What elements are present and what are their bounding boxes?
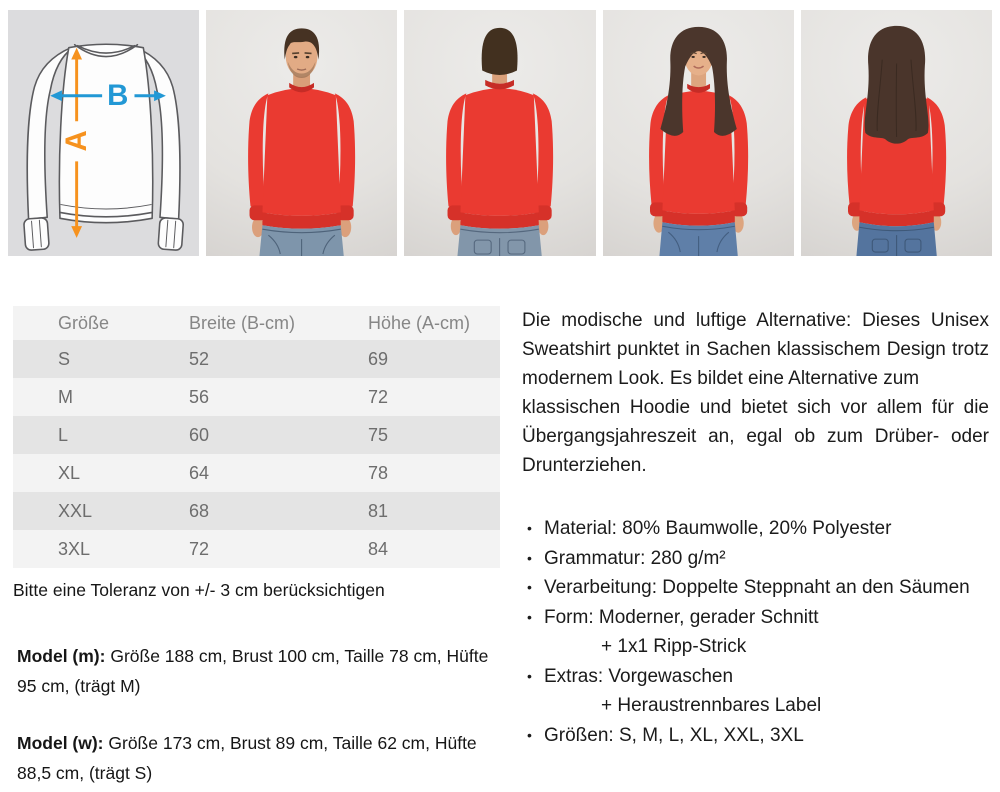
feature-text: Extras: Vorgewaschen xyxy=(544,665,734,687)
cell-hoehe: 75 xyxy=(367,416,500,454)
bullet-icon: • xyxy=(527,608,532,625)
feature-groessen xyxy=(522,721,989,751)
man-back-illustration xyxy=(404,10,595,256)
label-b: B xyxy=(107,79,129,113)
eye-left xyxy=(691,56,694,58)
size-table-header xyxy=(13,306,500,340)
cell-size: 3XL xyxy=(13,530,188,568)
cell-hoehe: 84 xyxy=(367,530,500,568)
bullet-icon: • xyxy=(527,667,532,684)
woman-back-illustration xyxy=(801,10,992,256)
feature-list xyxy=(522,514,989,750)
photo-woman-front xyxy=(603,10,794,256)
feature-subtext: + Heraustrennbares Label xyxy=(601,695,822,716)
product-description-column xyxy=(522,306,989,750)
cell-hoehe: 81 xyxy=(367,492,500,530)
eye-right xyxy=(702,56,705,58)
product-image-gallery xyxy=(8,10,992,256)
feature-text: Verarbeitung: Doppelte Steppnaht an den Säumen xyxy=(544,577,970,598)
feature-material xyxy=(522,514,989,544)
model-m-info xyxy=(17,641,500,701)
cell-size: XL xyxy=(13,454,188,492)
table-row-l xyxy=(13,416,500,454)
model-m-label: Model (m): xyxy=(17,646,106,666)
feature-text: Grammatur: 280 g/m² xyxy=(544,547,726,569)
cell-hoehe: 69 xyxy=(367,340,500,378)
model-m-measurements: Größe 188 cm, Brust 100 cm, Taille 78 cm, Hüfte 95 cm, (trägt M) xyxy=(17,646,489,696)
woman-front-illustration xyxy=(603,10,794,256)
feature-text: Material: 80% Baumwolle, 20% Polyester xyxy=(544,518,892,539)
cell-size: S xyxy=(13,340,188,378)
cell-breite: 72 xyxy=(188,530,367,568)
photo-man-back xyxy=(404,10,595,256)
col-hoehe: Höhe (A-cm) xyxy=(367,306,500,340)
bullet-icon: • xyxy=(527,726,532,743)
bullet-icon: • xyxy=(527,520,532,536)
feature-extras xyxy=(522,662,989,721)
feature-verarbeitung xyxy=(522,573,989,603)
feature-grammatur xyxy=(522,544,989,574)
cell-hoehe: 72 xyxy=(367,378,500,416)
hair xyxy=(482,28,518,75)
cell-breite: 64 xyxy=(188,454,367,492)
photo-woman-back xyxy=(801,10,992,256)
model-w-info xyxy=(17,728,500,788)
size-info-column xyxy=(13,306,500,788)
feature-text: Größen: S, M, L, XL, XXL, 3XL xyxy=(544,724,804,746)
table-row-xl xyxy=(13,454,500,492)
cell-breite: 52 xyxy=(188,340,367,378)
photo-man-front xyxy=(206,10,397,256)
table-row-xxl xyxy=(13,492,500,530)
model-w-label: Model (w): xyxy=(17,733,104,753)
col-groesse: Größe xyxy=(13,306,188,340)
cell-breite: 60 xyxy=(188,416,367,454)
col-breite: Breite (B-cm) xyxy=(188,306,367,340)
feature-text: Form: Moderner, gerader Schnitt xyxy=(544,606,819,628)
eye-left xyxy=(294,56,298,58)
eye-right xyxy=(306,56,310,58)
man-front-illustration xyxy=(206,10,397,256)
cell-breite: 56 xyxy=(188,378,367,416)
description-paragraph-2: klassischen Hoodie und bietet sich vor allem für die Übergangsjahreszeit an, egal ob zum Drüber- oder Drunterziehen. xyxy=(522,397,989,476)
size-table xyxy=(13,306,500,568)
cell-hoehe: 78 xyxy=(367,454,500,492)
sweatshirt-torso xyxy=(461,88,539,215)
sweatshirt-outline-drawing xyxy=(24,44,184,250)
description-paragraph-1: Die modische und luftige Alternative: Dieses Unisex Sweatshirt punktet in Sachen klassischem Design trotz modernem Look. Es bildet eine Alternative zum xyxy=(522,310,989,389)
size-diagram-panel xyxy=(8,10,199,256)
cell-breite: 68 xyxy=(188,492,367,530)
bullet-icon: • xyxy=(527,549,532,566)
sweatshirt-torso xyxy=(263,88,341,215)
bullet-icon: • xyxy=(527,579,532,595)
label-a: A xyxy=(60,130,94,152)
table-row-m xyxy=(13,378,500,416)
cell-size: L xyxy=(13,416,188,454)
table-row-s xyxy=(13,340,500,378)
model-w-measurements: Größe 173 cm, Brust 89 cm, Taille 62 cm, Hüfte 88,5 cm, (trägt S) xyxy=(17,733,477,783)
tolerance-note: Bitte eine Toleranz von +/- 3 cm berücksichtigen xyxy=(13,580,385,600)
feature-subtext: + 1x1 Ripp-Strick xyxy=(601,636,747,657)
cell-size: M xyxy=(13,378,188,416)
size-diagram xyxy=(8,10,199,256)
feature-form xyxy=(522,603,989,662)
table-row-3xl xyxy=(13,530,500,568)
cell-size: XXL xyxy=(13,492,188,530)
